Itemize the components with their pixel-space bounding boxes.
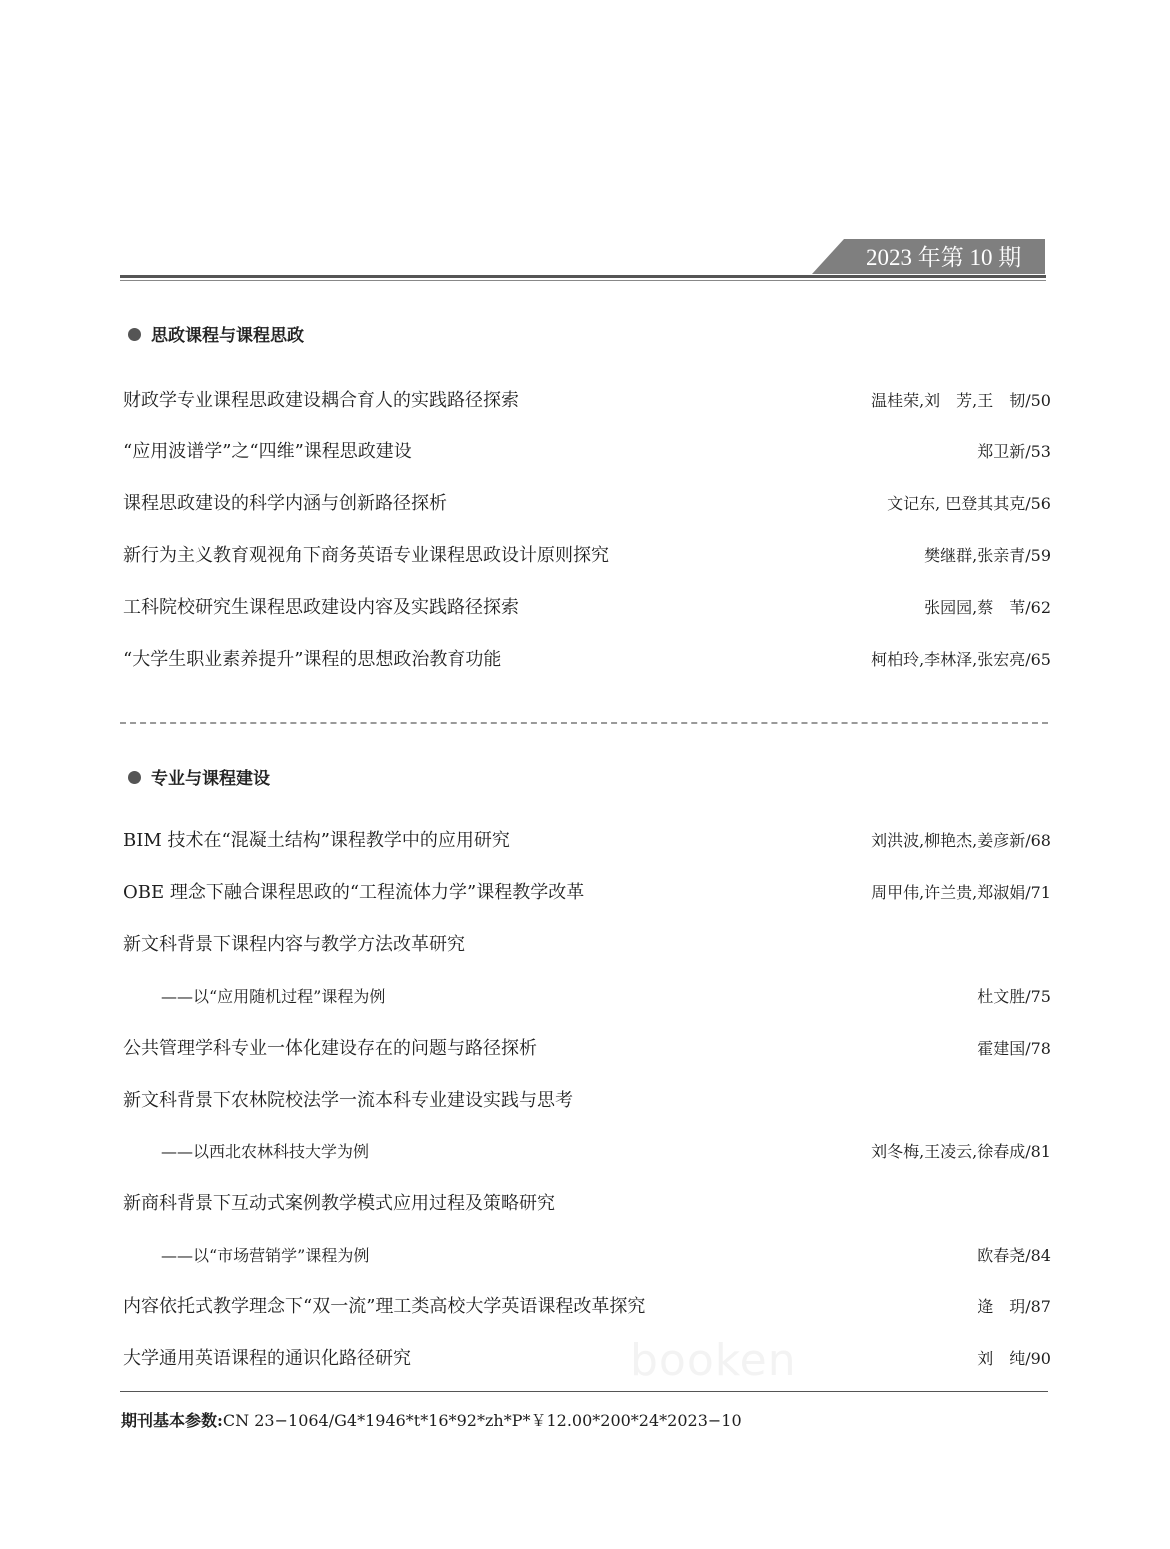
toc-entry-author: 周甲伟,许兰贵,郑淑娟/71 — [871, 883, 1051, 902]
toc-entry-author: 郑卫新/53 — [977, 442, 1051, 461]
toc-entry[interactable] — [123, 541, 1051, 571]
bullet-icon — [128, 328, 141, 341]
watermark: booken — [630, 1335, 797, 1386]
toc-entry-title: 公共管理学科专业一体化建设存在的问题与路径探析 — [123, 1038, 537, 1059]
toc-entry[interactable] — [123, 1034, 1051, 1064]
toc-entry[interactable] — [123, 489, 1051, 519]
toc-entry[interactable] — [123, 1189, 1051, 1219]
footer-rule — [120, 1391, 1048, 1392]
toc-entry-title: 财政学专业课程思政建设耦合育人的实践路径探索 — [123, 390, 519, 411]
journal-params — [121, 1406, 742, 1436]
toc-entry-title: 工科院校研究生课程思政建设内容及实践路径探索 — [123, 597, 519, 618]
toc-entry-subtitle-row[interactable] — [123, 1137, 1051, 1167]
toc-entry[interactable] — [123, 1292, 1051, 1322]
header-rule — [120, 275, 1046, 278]
toc-entry-title: “大学生职业素养提升”课程的思想政治教育功能 — [123, 649, 502, 670]
toc-entry-title: 课程思政建设的科学内涵与创新路径探析 — [123, 493, 447, 514]
toc-entry-subtitle: ——以“市场营销学”课程为例 — [161, 1246, 370, 1265]
toc-entry-author: 文记东, 巴登其其克/56 — [887, 494, 1051, 513]
toc-entry[interactable] — [123, 1086, 1051, 1116]
section-heading-text: 专业与课程建设 — [151, 769, 270, 789]
toc-entry[interactable] — [123, 930, 1051, 960]
toc-entry-author: 张园园,蔡 苇/62 — [924, 598, 1051, 617]
toc-entry-subtitle: ——以“应用随机过程”课程为例 — [161, 987, 386, 1006]
header-rule-thin — [120, 280, 1046, 281]
toc-entry-author: 霍建国/78 — [977, 1039, 1051, 1058]
toc-entry-author: 柯柏玲,李林泽,张宏亮/65 — [871, 650, 1051, 669]
toc-entry-author: 刘冬梅,王凌云,徐春成/81 — [871, 1142, 1051, 1161]
toc-entry-author: 温桂荣,刘 芳,王 韧/50 — [871, 391, 1051, 410]
toc-entry-author: 刘洪波,柳艳杰,姜彦新/68 — [871, 831, 1051, 850]
toc-entry[interactable] — [123, 878, 1051, 908]
toc-entry-title: BIM 技术在“混凝土结构”课程教学中的应用研究 — [123, 830, 510, 851]
toc-entry-title: OBE 理念下融合课程思政的“工程流体力学”课程教学改革 — [123, 882, 585, 903]
toc-entry[interactable] — [123, 645, 1051, 675]
toc-entry-subtitle: ——以西北农林科技大学为例 — [161, 1142, 370, 1161]
toc-entry-author: 樊继群,张亲青/59 — [924, 546, 1051, 565]
toc-entry-title: 新文科背景下农林院校法学一流本科专业建设实践与思考 — [123, 1090, 573, 1111]
toc-entry[interactable] — [123, 437, 1051, 467]
section-heading-curriculum — [128, 765, 270, 793]
section-heading-ideology — [128, 322, 304, 350]
toc-entry-title: 内容依托式教学理念下“双一流”理工类高校大学英语课程改革探究 — [123, 1296, 646, 1317]
toc-entry[interactable] — [123, 1344, 1051, 1374]
toc-entry[interactable] — [123, 826, 1051, 856]
toc-entry-subtitle-row[interactable] — [123, 1241, 1051, 1271]
toc-entry-title: 新文科背景下课程内容与教学方法改革研究 — [123, 934, 465, 955]
journal-params-label: 期刊基本参数: — [121, 1411, 223, 1430]
toc-entry-title: 大学通用英语课程的通识化路径研究 — [123, 1348, 411, 1369]
toc-entry-author: 杜文胜/75 — [977, 987, 1051, 1006]
toc-entry[interactable] — [123, 386, 1051, 416]
toc-entry-title: 新行为主义教育观视角下商务英语专业课程思政设计原则探究 — [123, 545, 609, 566]
section-heading-text: 思政课程与课程思政 — [151, 326, 304, 346]
journal-params-value: CN 23−1064/G4*1946*t*16*92*zh*P*￥12.00*200*24*2023−10 — [222, 1411, 742, 1430]
issue-label: 2023 年第 10 期 — [866, 245, 1022, 270]
toc-entry-subtitle-row[interactable] — [123, 982, 1051, 1012]
section-divider — [120, 722, 1048, 724]
toc-entry-title: “应用波谱学”之“四维”课程思政建设 — [123, 441, 412, 462]
bullet-icon — [128, 771, 141, 784]
toc-entry-author: 刘 纯/90 — [977, 1349, 1051, 1368]
toc-entry-author: 欧春尧/84 — [977, 1246, 1051, 1265]
toc-entry-author: 逄 玥/87 — [977, 1297, 1051, 1316]
toc-entry[interactable] — [123, 593, 1051, 623]
toc-entry-title: 新商科背景下互动式案例教学模式应用过程及策略研究 — [123, 1193, 555, 1214]
